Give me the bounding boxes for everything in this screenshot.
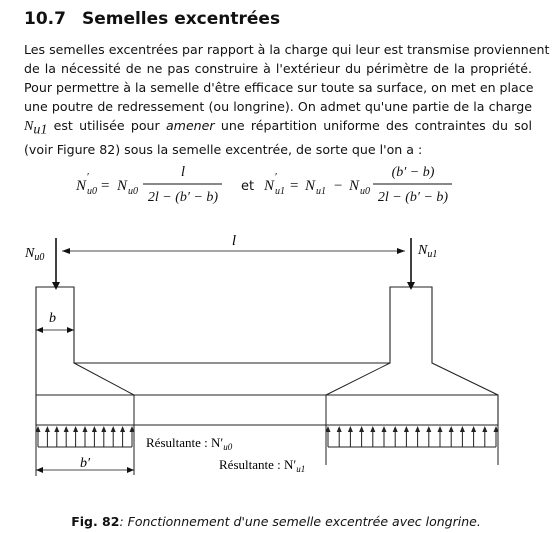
pressure-left-arrowhead bbox=[92, 426, 97, 432]
caption-colon: : bbox=[119, 514, 128, 529]
section-title: Semelles excentrées bbox=[81, 9, 281, 29]
section-heading bbox=[24, 9, 280, 29]
footing-diagram bbox=[0, 232, 552, 482]
pressure-right-arrowhead bbox=[348, 426, 353, 432]
math-variable: N bbox=[24, 119, 34, 135]
soil-pressure-right bbox=[326, 426, 499, 447]
equation-symbol: N bbox=[305, 178, 316, 194]
equation-subscript: u0 bbox=[360, 186, 370, 197]
equation-symbol: N bbox=[264, 178, 275, 194]
b-label: b bbox=[49, 311, 56, 326]
equation-subscript: u1 bbox=[316, 186, 326, 197]
math-subscript: u1 bbox=[33, 122, 48, 138]
equation-symbol: N bbox=[76, 178, 87, 194]
soil-pressure-left bbox=[36, 426, 135, 447]
pressure-left-arrowhead bbox=[111, 426, 116, 432]
equation-prime: ′ bbox=[87, 171, 90, 183]
pressure-left-arrowhead bbox=[83, 426, 88, 432]
pressure-right-arrowhead bbox=[460, 426, 465, 432]
equation bbox=[0, 160, 552, 210]
fraction-numerator: (b′ − b) bbox=[391, 165, 435, 180]
equation-subscript: u0 bbox=[128, 186, 138, 197]
pressure-left-arrowhead bbox=[73, 426, 78, 432]
pressure-right-arrowhead bbox=[415, 426, 420, 432]
section-number: 10.7 bbox=[24, 9, 66, 29]
pressure-right-arrowhead bbox=[471, 426, 476, 432]
pressure-left-arrowhead bbox=[45, 426, 50, 432]
pressure-right-arrowhead bbox=[426, 426, 431, 432]
paragraph-line: de la nécessité de ne pas construire à l'extérieur du périmètre de la propriété. bbox=[24, 61, 532, 77]
resultant-right-label: Résultante : $N'_{u1}$ bbox=[219, 457, 306, 474]
paragraph-line: Les semelles excentrées par rapport à la charge qui leur est transmise proviennent bbox=[24, 42, 550, 57]
paragraph-line: une poutre de redressement (ou longrine). On admet qu'une partie de la charge bbox=[24, 99, 532, 115]
bprime-label: b′ bbox=[80, 456, 91, 471]
emphasis-text: amener bbox=[165, 118, 215, 134]
caption-text: Fonctionnement d'une semelle excentrée avec longrine. bbox=[127, 514, 481, 529]
paragraph-text: est utilisée pour bbox=[47, 118, 166, 134]
resultant-left-label: Résultante : $N'_{u0}$ bbox=[146, 435, 233, 452]
figure-caption bbox=[0, 514, 552, 529]
equation-prime: ′ bbox=[275, 171, 278, 183]
equation-connector: et bbox=[241, 179, 255, 194]
body-paragraph bbox=[24, 40, 550, 159]
pressure-right-arrowhead bbox=[337, 426, 342, 432]
footing-structure-outline bbox=[36, 287, 498, 425]
pressure-right-arrowhead bbox=[382, 426, 387, 432]
paragraph-line: Pour permettre à la semelle d'être efficace sur toute sa surface, on met en place bbox=[24, 80, 534, 96]
pressure-left-arrowhead bbox=[54, 426, 59, 432]
paragraph-text: une répartition uniforme des contraintes du sol bbox=[214, 118, 533, 134]
equation-operator: − bbox=[334, 178, 343, 194]
fraction-denominator: 2l − (b′ − b) bbox=[147, 190, 219, 205]
equation-operator: = bbox=[101, 178, 110, 194]
pressure-right-arrowhead bbox=[482, 426, 487, 432]
caption-label: Fig. 82 bbox=[71, 514, 120, 529]
pressure-right-arrowhead bbox=[359, 426, 364, 432]
right-haunch-inner bbox=[326, 363, 390, 395]
pressure-right-arrowhead bbox=[438, 426, 443, 432]
equation-symbol: N bbox=[349, 178, 360, 194]
pressure-right-arrowhead bbox=[370, 426, 375, 432]
pressure-left-arrowhead bbox=[64, 426, 69, 432]
fraction-numerator: l bbox=[180, 164, 186, 180]
right-load-label: $N_{u1}$ bbox=[418, 243, 438, 260]
span-label: l bbox=[231, 233, 237, 249]
fraction-denominator: 2l − (b′ − b) bbox=[377, 190, 449, 205]
equation-subscript: u1 bbox=[275, 186, 285, 197]
equation-symbol: N bbox=[117, 178, 128, 194]
paragraph-line: (voir Figure 82) sous la semelle excentrée, de sorte que l'on a : bbox=[24, 141, 423, 157]
pressure-right-arrowhead bbox=[449, 426, 454, 432]
left-load-label: $N_{u0}$ bbox=[25, 246, 45, 263]
pressure-left-arrowhead bbox=[120, 426, 125, 432]
pressure-left-arrowhead bbox=[101, 426, 106, 432]
pressure-right-arrowhead bbox=[393, 426, 398, 432]
pressure-right-arrowhead bbox=[404, 426, 409, 432]
equation-operator: = bbox=[290, 178, 299, 194]
left-haunch bbox=[74, 363, 134, 395]
paragraph-line bbox=[24, 116, 532, 140]
equation-subscript: u0 bbox=[87, 186, 97, 197]
